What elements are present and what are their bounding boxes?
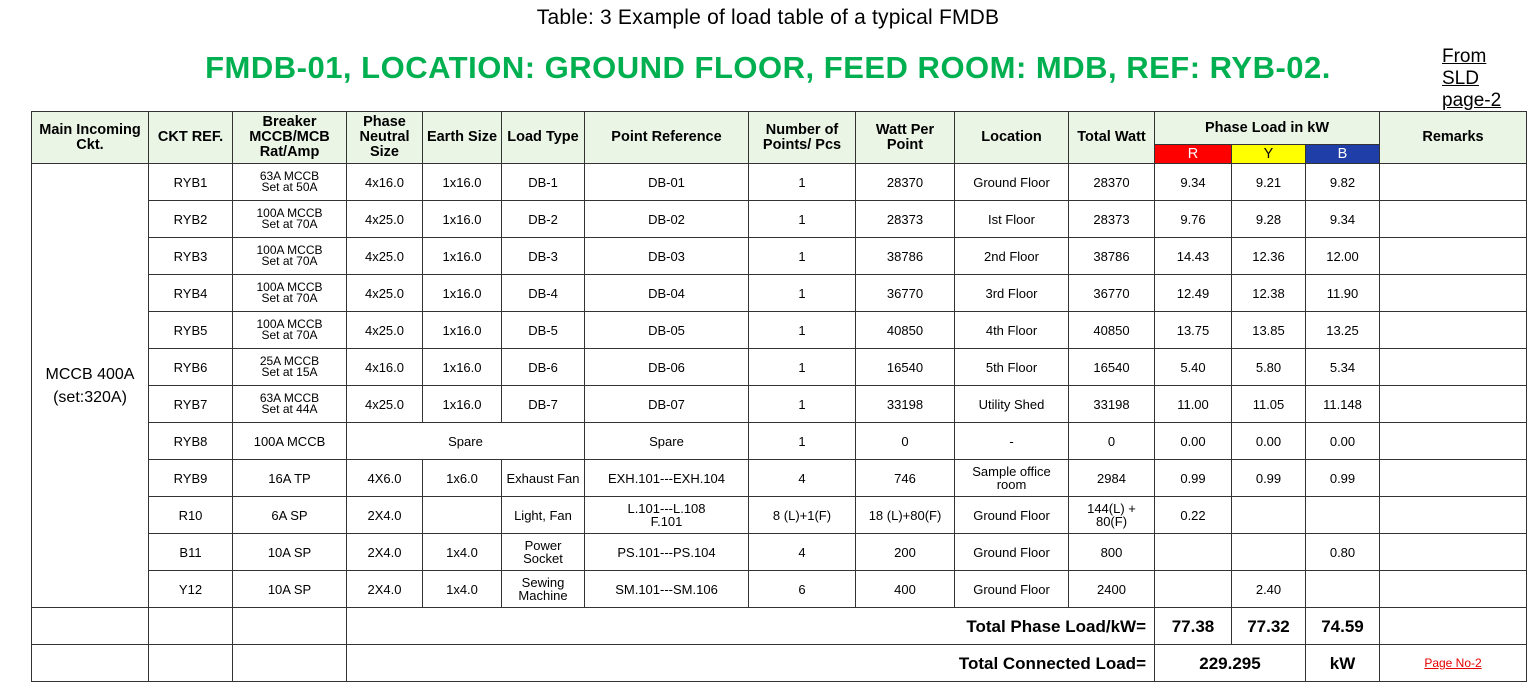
load-type-cell: DB-2: [502, 201, 585, 238]
table-row: [32, 275, 1527, 312]
phase-y-cell: 12.38: [1232, 275, 1306, 312]
phase-y-cell: 11.05: [1232, 386, 1306, 423]
phase-neutral-cell: 2X4.0: [347, 497, 423, 534]
header-point-reference: Point Reference: [585, 112, 749, 164]
remarks-cell: [1380, 423, 1527, 460]
total-watt-cell: 800: [1069, 534, 1155, 571]
phase-b-cell: 11.148: [1306, 386, 1380, 423]
table-row: [32, 201, 1527, 238]
phase-b-cell: 12.00: [1306, 238, 1380, 275]
table-body: [32, 164, 1527, 682]
table-row: [32, 497, 1527, 534]
fmdb-heading: FMDB-01, LOCATION: GROUND FLOOR, FEED ROOM: MDB, REF: RYB-02.: [205, 50, 1331, 85]
num-points-cell: 8 (L)+1(F): [749, 497, 856, 534]
phase-b-cell: 11.90: [1306, 275, 1380, 312]
phase-b-cell: 0.99: [1306, 460, 1380, 497]
breaker-line1: 25A MCCB: [259, 354, 320, 368]
total-watt-cell: 144(L) + 80(F): [1069, 497, 1155, 534]
sld-reference-line1: From SLD: [1442, 46, 1487, 89]
empty-cell: [149, 608, 233, 645]
point-reference-cell: [585, 497, 749, 534]
breaker-cell: [233, 201, 347, 238]
point-reference-line2: F.101: [650, 514, 683, 529]
table-row: [32, 423, 1527, 460]
breaker-line1: 63A MCCB: [259, 391, 320, 405]
point-reference-cell: Spare: [585, 423, 749, 460]
page-no-link[interactable]: Page No-2: [1424, 656, 1482, 670]
phase-r-cell: [1155, 571, 1232, 608]
phase-r-cell: 0.22: [1155, 497, 1232, 534]
empty-cell: [149, 645, 233, 682]
header-load-type: Load Type: [502, 112, 585, 164]
load-type-cell: DB-5: [502, 312, 585, 349]
table-row: [32, 164, 1527, 201]
total-phase-y: 77.32: [1232, 608, 1306, 645]
breaker-line1: 63A MCCB: [259, 169, 320, 183]
total-watt-cell: 2400: [1069, 571, 1155, 608]
phase-y-cell: 5.80: [1232, 349, 1306, 386]
num-points-cell: 1: [749, 423, 856, 460]
breaker-line1: 100A MCCB: [256, 243, 323, 257]
spare-cell: Spare: [347, 423, 585, 460]
remarks-cell: [1380, 534, 1527, 571]
load-table: [31, 111, 1527, 682]
point-reference-cell: PS.101---PS.104: [585, 534, 749, 571]
header-ckt-ref: CKT REF.: [149, 112, 233, 164]
breaker-line2: Set at 70A: [261, 291, 318, 305]
empty-cell: [32, 645, 149, 682]
earth-size-cell: 1x16.0: [423, 312, 502, 349]
phase-y-cell: 13.85: [1232, 312, 1306, 349]
total-watt-cell: 16540: [1069, 349, 1155, 386]
breaker-cell: [233, 238, 347, 275]
phase-neutral-cell: 4x25.0: [347, 201, 423, 238]
phase-neutral-cell: 2X4.0: [347, 534, 423, 571]
header-phase-load: Phase Load in kW: [1155, 112, 1380, 145]
phase-neutral-cell: 4x25.0: [347, 312, 423, 349]
phase-r-cell: 5.40: [1155, 349, 1232, 386]
load-type-cell: Power Socket: [502, 534, 585, 571]
phase-b-cell: 0.80: [1306, 534, 1380, 571]
phase-r-cell: 11.00: [1155, 386, 1232, 423]
remarks-cell: [1380, 275, 1527, 312]
main-incoming-line2: (set:320A): [53, 388, 127, 406]
table-row: [32, 534, 1527, 571]
watt-per-point-cell: 400: [856, 571, 955, 608]
header-location: Location: [955, 112, 1069, 164]
total-connected-load-value: 229.295: [1155, 645, 1306, 682]
location-cell: 2nd Floor: [955, 238, 1069, 275]
num-points-cell: 1: [749, 201, 856, 238]
point-reference-cell: DB-02: [585, 201, 749, 238]
phase-b-cell: 5.34: [1306, 349, 1380, 386]
total-phase-load-label: Total Phase Load/kW=: [347, 608, 1155, 645]
watt-per-point-cell: 36770: [856, 275, 955, 312]
breaker-cell: [233, 275, 347, 312]
table-row: [32, 349, 1527, 386]
breaker-line2: Set at 50A: [261, 180, 318, 194]
location-cell: Ist Floor: [955, 201, 1069, 238]
phase-r-cell: 9.76: [1155, 201, 1232, 238]
location-cell: Ground Floor: [955, 534, 1069, 571]
point-reference-cell: DB-03: [585, 238, 749, 275]
page-link-cell: [1380, 645, 1527, 682]
table-row: [32, 238, 1527, 275]
earth-size-cell: 1x6.0: [423, 460, 502, 497]
empty-cell: [233, 645, 347, 682]
table-row: [32, 312, 1527, 349]
num-points-cell: 1: [749, 238, 856, 275]
empty-cell: [233, 608, 347, 645]
breaker-cell: 10A SP: [233, 534, 347, 571]
watt-per-point-cell: 18 (L)+80(F): [856, 497, 955, 534]
phase-b-cell: 9.82: [1306, 164, 1380, 201]
total-connected-load-row: [32, 645, 1527, 682]
breaker-line2: Set at 70A: [261, 328, 318, 342]
phase-r-cell: 0.99: [1155, 460, 1232, 497]
empty-cell: [32, 608, 149, 645]
point-reference-cell: DB-06: [585, 349, 749, 386]
table-row: [32, 571, 1527, 608]
phase-b-cell: 0.00: [1306, 423, 1380, 460]
breaker-cell: 16A TP: [233, 460, 347, 497]
phase-y-cell: 0.99: [1232, 460, 1306, 497]
num-points-cell: 6: [749, 571, 856, 608]
watt-per-point-cell: 40850: [856, 312, 955, 349]
location-cell: Sample office room: [955, 460, 1069, 497]
location-cell: 4th Floor: [955, 312, 1069, 349]
load-type-cell: DB-1: [502, 164, 585, 201]
phase-r-cell: [1155, 534, 1232, 571]
num-points-cell: 1: [749, 164, 856, 201]
phase-y-cell: 12.36: [1232, 238, 1306, 275]
total-watt-cell: 40850: [1069, 312, 1155, 349]
point-reference-cell: DB-05: [585, 312, 749, 349]
point-reference-cell: EXH.101---EXH.104: [585, 460, 749, 497]
earth-size-cell: [423, 497, 502, 534]
phase-b-cell: 13.25: [1306, 312, 1380, 349]
phase-y-cell: [1232, 534, 1306, 571]
remarks-cell: [1380, 164, 1527, 201]
total-watt-cell: 28370: [1069, 164, 1155, 201]
watt-per-point-cell: 200: [856, 534, 955, 571]
point-reference-cell: DB-07: [585, 386, 749, 423]
location-cell: 5th Floor: [955, 349, 1069, 386]
breaker-line2: Set at 15A: [261, 365, 318, 379]
breaker-cell: [233, 164, 347, 201]
breaker-cell: [233, 386, 347, 423]
remarks-cell: [1380, 312, 1527, 349]
earth-size-cell: 1x16.0: [423, 386, 502, 423]
total-phase-load-row: [32, 608, 1527, 645]
total-phase-r: 77.38: [1155, 608, 1232, 645]
phase-neutral-cell: 4x16.0: [347, 349, 423, 386]
main-incoming-cell: [32, 164, 149, 608]
phase-neutral-cell: 4x25.0: [347, 238, 423, 275]
ckt-ref-cell: RYB9: [149, 460, 233, 497]
ckt-ref-cell: RYB6: [149, 349, 233, 386]
phase-r-cell: 13.75: [1155, 312, 1232, 349]
breaker-cell: 100A MCCB: [233, 423, 347, 460]
watt-per-point-cell: 33198: [856, 386, 955, 423]
header-phase-neutral: Phase Neutral Size: [347, 112, 423, 164]
total-watt-cell: 0: [1069, 423, 1155, 460]
table-caption: Table: 3 Example of load table of a typical FMDB: [536, 6, 1000, 29]
header-phase-r: R: [1155, 145, 1232, 164]
header-total-watt: Total Watt: [1069, 112, 1155, 164]
header-phase-y: Y: [1232, 145, 1306, 164]
header-main-incoming: Main Incoming Ckt.: [32, 112, 149, 164]
phase-y-cell: [1232, 497, 1306, 534]
watt-per-point-cell: 16540: [856, 349, 955, 386]
load-type-cell: DB-6: [502, 349, 585, 386]
ckt-ref-cell: B11: [149, 534, 233, 571]
location-cell: 3rd Floor: [955, 275, 1069, 312]
ckt-ref-cell: R10: [149, 497, 233, 534]
ckt-ref-cell: RYB4: [149, 275, 233, 312]
phase-b-cell: [1306, 497, 1380, 534]
breaker-cell: 10A SP: [233, 571, 347, 608]
num-points-cell: 1: [749, 312, 856, 349]
earth-size-cell: 1x4.0: [423, 571, 502, 608]
earth-size-cell: 1x16.0: [423, 201, 502, 238]
phase-r-cell: 9.34: [1155, 164, 1232, 201]
point-reference-line1: L.101---L.108: [627, 501, 706, 516]
total-watt-cell: 38786: [1069, 238, 1155, 275]
total-connected-load-unit: kW: [1306, 645, 1380, 682]
ckt-ref-cell: RYB7: [149, 386, 233, 423]
remarks-cell: [1380, 386, 1527, 423]
remarks-cell: [1380, 201, 1527, 238]
phase-neutral-cell: 4x25.0: [347, 386, 423, 423]
load-type-cell: DB-4: [502, 275, 585, 312]
ckt-ref-cell: RYB8: [149, 423, 233, 460]
breaker-line2: Set at 70A: [261, 217, 318, 231]
table-row: [32, 386, 1527, 423]
ckt-ref-cell: RYB2: [149, 201, 233, 238]
header-earth-size: Earth Size: [423, 112, 502, 164]
phase-r-cell: 12.49: [1155, 275, 1232, 312]
total-watt-cell: 2984: [1069, 460, 1155, 497]
earth-size-cell: 1x16.0: [423, 164, 502, 201]
ckt-ref-cell: RYB3: [149, 238, 233, 275]
ckt-ref-cell: RYB5: [149, 312, 233, 349]
location-cell: Utility Shed: [955, 386, 1069, 423]
watt-per-point-cell: 38786: [856, 238, 955, 275]
point-reference-cell: DB-01: [585, 164, 749, 201]
earth-size-cell: 1x16.0: [423, 349, 502, 386]
main-incoming-line1: MCCB 400A: [45, 365, 135, 383]
point-reference-cell: DB-04: [585, 275, 749, 312]
phase-r-cell: 14.43: [1155, 238, 1232, 275]
breaker-cell: [233, 349, 347, 386]
breaker-line1: 100A MCCB: [256, 206, 323, 220]
location-cell: Ground Floor: [955, 164, 1069, 201]
phase-neutral-cell: 4x25.0: [347, 275, 423, 312]
table-row: [32, 460, 1527, 497]
sld-reference-link[interactable]: [1442, 46, 1522, 112]
location-cell: Ground Floor: [955, 497, 1069, 534]
total-connected-load-label: Total Connected Load=: [347, 645, 1155, 682]
load-type-cell: DB-3: [502, 238, 585, 275]
breaker-line2: Set at 70A: [261, 254, 318, 268]
load-type-cell: Exhaust Fan: [502, 460, 585, 497]
breaker-line1: 100A MCCB: [256, 317, 323, 331]
earth-size-cell: 1x4.0: [423, 534, 502, 571]
num-points-cell: 4: [749, 460, 856, 497]
num-points-cell: 1: [749, 386, 856, 423]
breaker-line2: Set at 44A: [261, 402, 318, 416]
breaker-cell: 6A SP: [233, 497, 347, 534]
ckt-ref-cell: Y12: [149, 571, 233, 608]
total-phase-b: 74.59: [1306, 608, 1380, 645]
total-watt-cell: 36770: [1069, 275, 1155, 312]
header-breaker: Breaker MCCB/MCB Rat/Amp: [233, 112, 347, 164]
total-watt-cell: 33198: [1069, 386, 1155, 423]
breaker-cell: [233, 312, 347, 349]
phase-neutral-cell: 4x16.0: [347, 164, 423, 201]
point-reference-cell: SM.101---SM.106: [585, 571, 749, 608]
header-num-points: Number of Points/ Pcs: [749, 112, 856, 164]
location-cell: -: [955, 423, 1069, 460]
earth-size-cell: 1x16.0: [423, 275, 502, 312]
phase-y-cell: 9.28: [1232, 201, 1306, 238]
header-phase-b: B: [1306, 145, 1380, 164]
watt-per-point-cell: 28373: [856, 201, 955, 238]
breaker-line1: 100A MCCB: [256, 280, 323, 294]
empty-cell: [1380, 608, 1527, 645]
phase-b-cell: [1306, 571, 1380, 608]
num-points-cell: 1: [749, 275, 856, 312]
load-type-cell: Sewing Machine: [502, 571, 585, 608]
phase-r-cell: 0.00: [1155, 423, 1232, 460]
table-header: [32, 112, 1527, 164]
header-watt-per-point: Watt Per Point: [856, 112, 955, 164]
num-points-cell: 1: [749, 349, 856, 386]
load-type-cell: DB-7: [502, 386, 585, 423]
phase-y-cell: 0.00: [1232, 423, 1306, 460]
phase-y-cell: 9.21: [1232, 164, 1306, 201]
phase-y-cell: 2.40: [1232, 571, 1306, 608]
phase-b-cell: 9.34: [1306, 201, 1380, 238]
remarks-cell: [1380, 460, 1527, 497]
remarks-cell: [1380, 349, 1527, 386]
phase-neutral-cell: 4X6.0: [347, 460, 423, 497]
load-type-cell: Light, Fan: [502, 497, 585, 534]
phase-neutral-cell: 2X4.0: [347, 571, 423, 608]
remarks-cell: [1380, 571, 1527, 608]
num-points-cell: 4: [749, 534, 856, 571]
earth-size-cell: 1x16.0: [423, 238, 502, 275]
watt-per-point-cell: 746: [856, 460, 955, 497]
remarks-cell: [1380, 238, 1527, 275]
header-remarks: Remarks: [1380, 112, 1527, 164]
total-watt-cell: 28373: [1069, 201, 1155, 238]
ckt-ref-cell: RYB1: [149, 164, 233, 201]
watt-per-point-cell: 28370: [856, 164, 955, 201]
remarks-cell: [1380, 497, 1527, 534]
sld-reference-line2: page-2: [1442, 90, 1502, 111]
location-cell: Ground Floor: [955, 571, 1069, 608]
watt-per-point-cell: 0: [856, 423, 955, 460]
